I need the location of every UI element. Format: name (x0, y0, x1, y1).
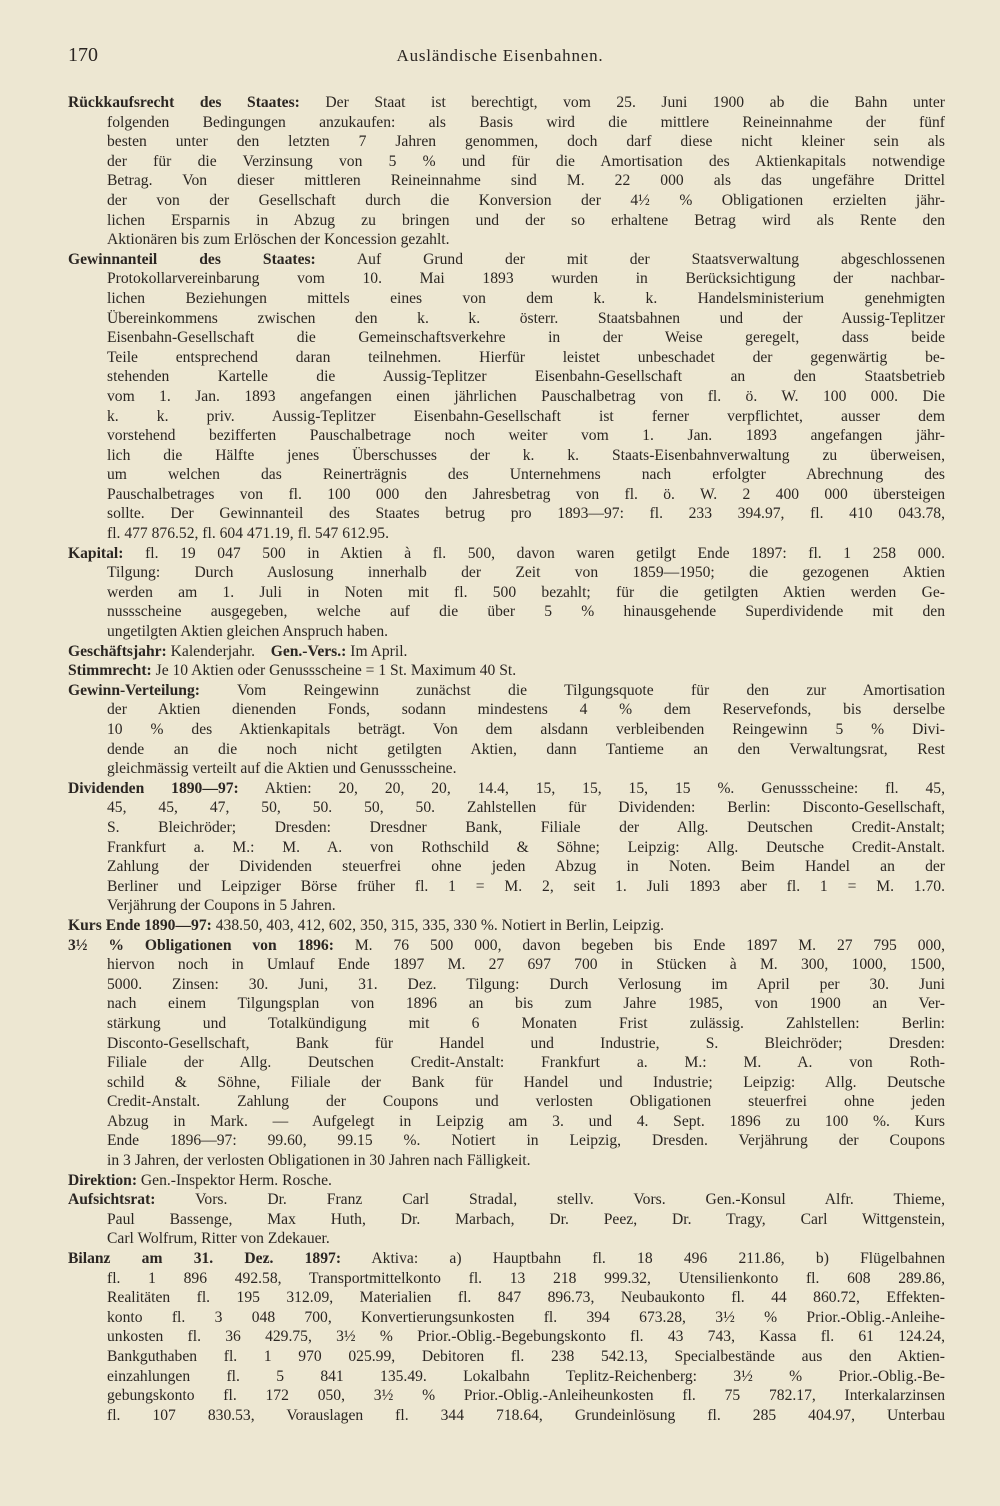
text-line (68, 191, 945, 211)
entry-heading: Aufsichtsrat: (68, 1191, 156, 1209)
entry-heading: Dividenden 1890—97: (68, 779, 239, 797)
entry-text: Paul Bassenge, Max Huth, Dr. Marbach, Dr. Peez, Dr. Tragy, Carl Wittgenstein, (107, 1210, 945, 1228)
entry-text: Berliner und Leipziger Börse früher fl. 1 = M. 2, seit 1. Juli 1893 aber fl. 1 = M. 1.70. (107, 877, 945, 895)
entry-heading: Rückkaufsrecht des Staates: (68, 94, 300, 111)
entry-text: Auf Grund der mit der Staatsverwaltung abgeschlossenen (356, 250, 945, 268)
text-line (68, 348, 945, 368)
text-line (68, 328, 945, 348)
text-line (68, 759, 945, 779)
entry-paragraph (68, 1249, 945, 1425)
text-line (68, 1229, 945, 1249)
entry-paragraph (68, 779, 945, 916)
text-line (68, 1151, 945, 1171)
entry-text: Frankfurt a. M.: M. A. von Rothschild & Söhne; Leipzig: Allg. Deutsche Credit-Anstalt. (107, 838, 945, 856)
text-line (68, 250, 945, 270)
entry-text: 5000. Zinsen: 30. Juni, 31. Dez. Tilgung: Durch Verlosung im April per 30. Juni (107, 975, 945, 993)
text-line (68, 524, 945, 544)
entry-paragraph (68, 1190, 945, 1249)
entry-text: Betrag. Von dieser mittleren Reineinnahme sind M. 22 000 als das ungefähre Drittel (107, 172, 945, 190)
entry-text: Der Staat ist berechtigt, vom 25. Juni 1900 ab die Bahn unter (325, 94, 945, 111)
entry-text: sollte. Der Gewinnanteil des Staates betrug pro 1893—97: fl. 233 394.97, fl. 410 043.78, (107, 505, 945, 523)
entry-text: schild & Söhne, Filiale der Bank für Handel und Industrie; Leipzig: Allg. Deutsche (107, 1073, 945, 1091)
text-line (68, 1308, 945, 1328)
text-line (68, 896, 945, 916)
entry-paragraph (68, 544, 945, 642)
entry-text: lichen Ersparnis in Abzug zu bringen und der so erhaltene Betrag wird als Rente den (107, 211, 945, 229)
entry-text: Teile entsprechend daran teilnehmen. Hierfür leistet unbeschadet der gegenwärtig be- (107, 348, 945, 366)
text-line (68, 426, 945, 446)
text-line (68, 563, 945, 583)
entry-heading: Direktion: (68, 1171, 138, 1189)
entry-text: besten unter den letzten 7 Jahren genommen, doch darf diese nicht kleiner sein als (107, 133, 945, 151)
entry-text: Kalenderjahr. (170, 642, 256, 660)
entry-text: Tilgung: Durch Auslosung innerhalb der Zeit von 1859—1950; die gezogenen Aktien (107, 564, 945, 582)
entry-paragraph (68, 1171, 945, 1191)
entry-text: 45, 45, 47, 50, 50. 50, 50. Zahlstellen für Dividenden: Berlin: Disconto-Gesellschaft, (107, 799, 945, 817)
text-line (68, 1092, 945, 1112)
text-line (68, 152, 945, 172)
text-line (68, 1073, 945, 1093)
text-line (68, 1386, 945, 1406)
entry-text: gleichmässig verteilt auf die Aktien und Genussscheine. (107, 760, 457, 778)
text-line (68, 544, 945, 564)
entry-text: Disconto-Gesellschaft, Bank für Handel und Industrie, S. Bleichröder; Dresden: (107, 1034, 945, 1052)
text-line (68, 838, 945, 858)
entry-text: ungetilgten Aktien gleichen Anspruch haben. (107, 623, 389, 641)
entry-text: folgenden Bedingungen anzukaufen: als Basis wird die mittlere Reineinnahme der fünf (107, 113, 945, 131)
entry-text: gebungskonto fl. 172 050, 3½ % Prior.-Oblig.-Anleiheunkosten fl. 75 782.17, Interkalarzinsen (107, 1387, 945, 1405)
page-number: 170 (68, 44, 98, 66)
entry-text: Verjährung der Coupons in 5 Jahren. (107, 897, 336, 915)
entry-text: nach einem Tilgungsplan von 1896 an bis zum Jahre 1985, von 1900 an Ver- (107, 995, 945, 1013)
text-line (68, 955, 945, 975)
entry-text: 10 % des Aktienkapitals beträgt. Von dem alsdann verbleibenden Reingewinn 5 % Divi- (107, 721, 945, 738)
text-line (68, 1014, 945, 1034)
entry-text: Protokollarvereinbarung vom 10. Mai 1893 wurden in Berücksichtigung der nachbar- (107, 270, 945, 288)
entry-text: Ende 1896—97: 99.60, 99.15 %. Notiert in Leipzig, Dresden. Verjährung der Coupons (107, 1132, 945, 1150)
entry-text: fl. 107 830.53, Vorauslagen fl. 344 718.64, Grundeinlösung fl. 285 404.97, Unterbau (107, 1406, 945, 1424)
entry-text: hiervon noch in Umlauf Ende 1897 M. 27 697 700 in Stücken à M. 300, 1000, 1500, (107, 956, 945, 974)
entry-text: Gen.-Inspektor Herm. Rosche. (140, 1171, 332, 1189)
text-line (68, 916, 945, 936)
text-line (68, 877, 945, 897)
text-line (68, 289, 945, 309)
text-line (68, 1034, 945, 1054)
text-line (68, 583, 945, 603)
entry-text: Im April. (350, 642, 408, 660)
entry-text: Vom Reingewinn zunächst die Tilgungsquote für den zur Amortisation (237, 681, 945, 699)
entry-paragraph (68, 93, 945, 250)
entry-text: um welchen das Reinerträgnis des Unternehmens nach erfolgter Abrechnung des (107, 466, 945, 484)
entry-text: Je 10 Aktien oder Genussscheine = 1 St. Maximum 40 St. (155, 662, 517, 680)
text-line (68, 367, 945, 387)
entry-text: in 3 Jahren, der verlosten Obligationen in 30 Jahren nach Fälligkeit. (107, 1152, 531, 1170)
entry-text: der für die Verzinsung von 5 % und für die Amortisation des Aktienkapitals notwendige (107, 152, 945, 170)
text-line (68, 602, 945, 622)
text-line (68, 622, 945, 642)
text-line (68, 485, 945, 505)
entry-heading: 3½ % Obligationen von 1896: (68, 936, 334, 954)
entry-text: Aktiva: a) Hauptbahn fl. 18 496 211.86, b) Flügelbahnen (371, 1250, 946, 1268)
entry-paragraph (68, 642, 945, 662)
text-line (68, 1112, 945, 1132)
entry-text: Vors. Dr. Franz Carl Stradal, stellv. Vors. Gen.-Konsul Alfr. Thieme, (195, 1191, 945, 1209)
entry-heading: Stimmrecht: (68, 662, 152, 680)
text-line (68, 171, 945, 191)
text-line (68, 230, 945, 250)
text-line (68, 446, 945, 466)
entry-text: M. 76 500 000, davon begeben bis Ende 1897 M. 27 795 000, (354, 936, 945, 954)
entry-text: Abzug in Mark. — Aufgelegt in Leipzig am 3. und 4. Sept. 1896 zu 100 %. Kurs (107, 1112, 945, 1130)
text-line (68, 818, 945, 838)
entry-text: nussscheine ausgegeben, welche auf die über 5 % hinausgehende Superdividende mit den (107, 603, 945, 621)
entry-paragraph (68, 681, 945, 779)
text-line (68, 269, 945, 289)
text-line (68, 1347, 945, 1367)
text-line (68, 798, 945, 818)
text-line (68, 857, 945, 877)
entry-text: lich die Hälfte jenes Überschusses der k. k. Staats-Eisenbahnverwaltung zu überweisen, (107, 446, 945, 464)
text-line (68, 93, 945, 113)
entry-text: fl. 19 047 500 in Aktien à fl. 500, davon waren getilgt Ende 1897: fl. 1 258 000. (145, 544, 945, 562)
running-title: Ausländische Eisenbahnen. (396, 46, 604, 65)
entry-text: lichen Beziehungen mittels eines von dem k. k. Handelsministerium genehmigten (107, 289, 945, 307)
text-line (68, 975, 945, 995)
document-body (68, 93, 945, 1425)
entry-paragraph (68, 661, 945, 681)
entry-text: fl. 477 876.52, fl. 604 471.19, fl. 547 612.95. (107, 525, 389, 543)
entry-text: fl. 1 896 492.58, Transportmittelkonto fl. 13 218 999.32, Utensilienkonto fl. 608 289.86, (107, 1269, 945, 1287)
text-line (68, 1053, 945, 1073)
text-line (68, 740, 945, 760)
entry-text: konto fl. 3 048 700, Konvertierungsunkosten fl. 394 673.28, 3½ % Prior.-Oblig.-Anleihe- (107, 1308, 945, 1326)
entry-text: Credit-Anstalt. Zahlung der Coupons und verlosten Obligationen steuerfrei ohne jeden (107, 1093, 945, 1111)
text-line (68, 113, 945, 133)
entry-text: Carl Wolfrum, Ritter von Zdekauer. (107, 1230, 330, 1248)
text-line (68, 700, 945, 720)
text-line (68, 936, 945, 956)
entry-text: Zahlung der Dividenden steuerfrei ohne jeden Abzug in Noten. Beim Handel an der (107, 858, 945, 876)
entry-heading: Gen.-Vers.: (270, 642, 347, 660)
entry-text: stehenden Kartelle die Aussig-Teplitzer Eisenbahn-Gesellschaft an den Staatsbetrieb (107, 368, 945, 386)
entry-text: werden am 1. Juli in Noten mit fl. 500 bezahlt; für die getilgten Aktien werden Ge- (107, 583, 945, 601)
entry-text: Übereinkommens zwischen den k. k. österr. Staatsbahnen und der Aussig-Teplitzer (107, 309, 945, 327)
entry-text: unkosten fl. 36 429.75, 3½ % Prior.-Oblig.-Begebungskonto fl. 43 743, Kassa fl. 61 124.24, (107, 1328, 945, 1346)
entry-heading: Bilanz am 31. Dez. 1897: (68, 1250, 342, 1268)
text-line (68, 661, 945, 681)
entry-text: S. Bleichröder; Dresden: Dresdner Bank, Filiale der Allg. Deutschen Credit-Anstalt; (107, 818, 945, 836)
entry-text: Pauschalbetrages von fl. 100 000 den Jahresbetrag von fl. ö. W. 2 400 000 übersteigen (107, 485, 945, 503)
text-line (68, 1327, 945, 1347)
entry-text: Bankguthaben fl. 1 970 025.99, Debitoren fl. 238 542.13, Specialbestände aus den Aktien- (107, 1348, 945, 1365)
entry-text: stärkung und Totalkündigung mit 6 Monaten Frist zulässig. Zahlstellen: Berlin: (107, 1014, 945, 1032)
text-line (68, 1249, 945, 1269)
entry-text: vom 1. Jan. 1893 angefangen einen jährlichen Pauschalbetrag von fl. ö. W. 100 000. Die (107, 387, 945, 405)
text-line (68, 132, 945, 152)
entry-heading: Kapital: (68, 544, 124, 562)
entry-heading: Geschäftsjahr: (68, 642, 167, 660)
entry-heading: Kurs Ende 1890—97: (68, 916, 212, 934)
entry-text: vorstehend bezifferten Pauschalbetrage noch weiter vom 1. Jan. 1893 angefangen jähr- (107, 427, 945, 445)
text-line (68, 720, 945, 740)
text-line (68, 1131, 945, 1151)
text-line (68, 681, 945, 701)
entry-text: 438.50, 403, 412, 602, 350, 315, 335, 330 %. Notiert in Berlin, Leipzig. (215, 916, 665, 934)
text-line (68, 1406, 945, 1426)
entry-text: Aktionären bis zum Erlöschen der Koncession gezahlt. (107, 231, 450, 249)
entry-text: dende an die noch nicht getilgten Aktien, dann Tantieme an den Verwaltungsrat, Rest (107, 740, 945, 758)
text-line (68, 642, 945, 662)
entry-paragraph (68, 936, 945, 1171)
text-line (68, 994, 945, 1014)
text-line (68, 1269, 945, 1289)
entry-text: Eisenbahn-Gesellschaft die Gemeinschaftsverkehre in der Weise geregelt, dass beide (107, 329, 945, 347)
text-line (68, 211, 945, 231)
entry-text: der von der Gesellschaft durch die Konversion der 4½ % Obligationen erzielten jähr- (107, 191, 945, 209)
text-line (68, 1288, 945, 1308)
entry-text: der Aktien dienenden Fonds, sodann mindestens 4 % dem Reservefonds, bis derselbe (107, 701, 945, 719)
text-line (68, 504, 945, 524)
text-line (68, 1190, 945, 1210)
entry-text: Filiale der Allg. Deutschen Credit-Anstalt: Frankfurt a. M.: M. A. von Roth- (107, 1054, 945, 1072)
text-line (68, 465, 945, 485)
entry-heading: Gewinn-Verteilung: (68, 681, 200, 699)
text-line (68, 1171, 945, 1191)
entry-text: k. k. priv. Aussig-Teplitzer Eisenbahn-Gesellschaft ist ferner verpflichtet, ausser dem (107, 407, 945, 425)
entry-text: Realitäten fl. 195 312.09, Materialien fl. 847 896.73, Neubaukonto fl. 44 860.72, Effekten- (107, 1289, 945, 1307)
text-line (68, 779, 945, 799)
entry-text: einzahlungen fl. 5 841 135.49. Lokalbahn Teplitz-Reichenberg: 3½ % Prior.-Oblig.-Be- (107, 1367, 945, 1385)
text-line (68, 309, 945, 329)
entry-paragraph (68, 916, 945, 936)
entry-heading: Gewinnanteil des Staates: (68, 250, 316, 268)
entry-text: Aktien: 20, 20, 20, 14.4, 15, 15, 15, 15 %. Genussscheine: fl. 45, (264, 779, 945, 797)
text-line (68, 1210, 945, 1230)
text-line (68, 387, 945, 407)
entry-paragraph (68, 250, 945, 544)
text-line (68, 1367, 945, 1387)
text-line (68, 407, 945, 427)
